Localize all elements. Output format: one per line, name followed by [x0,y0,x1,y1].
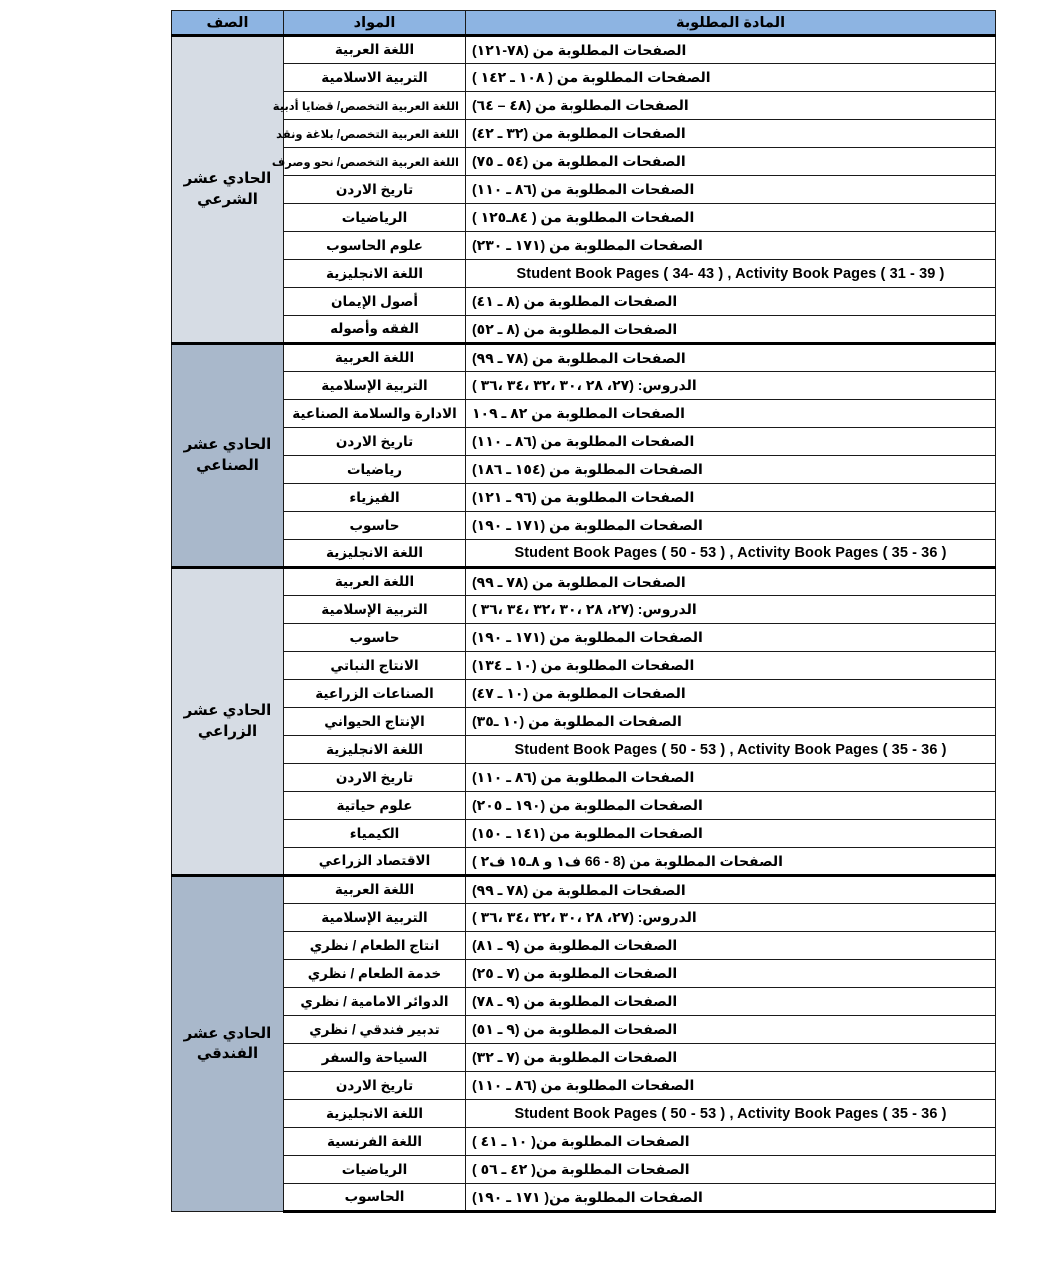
table-row [172,680,996,708]
schedule-table-container [172,10,996,1213]
subject-cell: اللغة العربية التخصص/ بلاغة ونقد [284,120,466,148]
column-header-subjects: المواد [284,11,466,36]
material-cell: الصفحات المطلوبة من( ٤٢ ـ ٥٦ ) [466,1156,996,1184]
material-cell: الصفحات المطلوبة من (٤٨ – ٦٤) [466,92,996,120]
header-row [172,11,996,36]
table-row [172,428,996,456]
subject-cell: اللغة الانجليزية [284,736,466,764]
table-row [172,624,996,652]
subject-cell: اللغة الانجليزية [284,260,466,288]
material-cell: الصفحات المطلوبة من (١٥٤ ـ ١٨٦) [466,456,996,484]
table-row [172,512,996,540]
table-row [172,568,996,596]
table-row [172,596,996,624]
subject-cell: علوم حياتية [284,792,466,820]
subject-cell: انتاج الطعام / نظري [284,932,466,960]
material-cell: الصفحات المطلوبة من ٨٢ ـ ١٠٩ [466,400,996,428]
table-row [172,988,996,1016]
table-row [172,316,996,344]
table-row [172,400,996,428]
table-row [172,1044,996,1072]
subject-cell: الرياضيات [284,204,466,232]
table-row [172,820,996,848]
class-group-cell: الحادي عشر الشرعي [172,36,284,344]
material-cell: الصفحات المطلوبة من (١٧١ ـ ٢٣٠) [466,232,996,260]
material-cell: الصفحات المطلوبة من (٨٦ ـ ١١٠) [466,176,996,204]
subject-cell: خدمة الطعام / نظري [284,960,466,988]
subject-cell: تاريخ الاردن [284,428,466,456]
material-cell: الدروس: (٢٧، ٢٨ ،٣٠ ،٣٢ ،٣٤ ،٣٦ ) [466,904,996,932]
table-row [172,92,996,120]
subject-cell: السياحة والسفر [284,1044,466,1072]
material-cell: الصفحات المطلوبة من (١٠ ـ ١٣٤) [466,652,996,680]
subject-cell: الانتاج النباتي [284,652,466,680]
table-row [172,848,996,876]
table-row [172,1072,996,1100]
subject-cell: رياضيات [284,456,466,484]
subject-cell: أصول الإيمان [284,288,466,316]
material-cell: الصفحات المطلوبة من (٧ ـ ٢٥) [466,960,996,988]
subject-cell: اللغة العربية [284,344,466,372]
material-cell: الدروس: (٢٧، ٢٨ ،٣٠ ،٣٢ ،٣٤ ،٣٦ ) [466,372,996,400]
class-group-cell: الحادي عشر الزراعي [172,568,284,876]
material-cell: الصفحات المطلوبة من (٩ ـ ٧٨) [466,988,996,1016]
table-row [172,932,996,960]
class-group-cell: الحادي عشر الصناعي [172,344,284,568]
material-cell: الصفحات المطلوبة من( ١٧١ ـ ١٩٠) [466,1184,996,1212]
subject-cell: الحاسوب [284,1184,466,1212]
subject-cell: حاسوب [284,624,466,652]
table-header [172,11,996,36]
material-cell: الصفحات المطلوبة من (١٩٠ ـ ٢٠٥) [466,792,996,820]
material-cell: الصفحات المطلوبة من (٨٦ ـ ١١٠) [466,1072,996,1100]
material-cell: الصفحات المطلوبة من ( ٨٤ـ١٢٥ ) [466,204,996,232]
material-cell: الصفحات المطلوبة من (٧٨ ـ ٩٩) [466,876,996,904]
subject-cell: اللغة الانجليزية [284,540,466,568]
table-row [172,540,996,568]
material-cell: الصفحات المطلوبة من (٩ ـ ٨١) [466,932,996,960]
subject-cell: اللغة العربية التخصص/ قضايا أدبية [284,92,466,120]
material-cell: الصفحات المطلوبة من (١٠ ـ ٤٧) [466,680,996,708]
subject-cell: اللغة العربية التخصص/ نحو وصرف [284,148,466,176]
table-row [172,120,996,148]
material-cell: الصفحات المطلوبة من (١٠ ـ٣٥) [466,708,996,736]
material-cell: الصفحات المطلوبة من (٥٤ ـ ٧٥) [466,148,996,176]
material-cell: الصفحات المطلوبة من (٩ ـ ٥١) [466,1016,996,1044]
material-cell: الصفحات المطلوبة من (٣٢ ـ ٤٢) [466,120,996,148]
subject-cell: الفيزياء [284,484,466,512]
subject-cell: الدوائر الامامية / نظري [284,988,466,1016]
table-row [172,876,996,904]
table-row [172,708,996,736]
material-cell: الصفحات المطلوبة من (٧ ـ ٣٢) [466,1044,996,1072]
table-row [172,960,996,988]
table-row [172,1128,996,1156]
material-cell: الصفحات المطلوبة من (١٧١ ـ ١٩٠) [466,624,996,652]
table-row [172,1156,996,1184]
material-cell: الصفحات المطلوبة من (٨٦ ـ ١١٠) [466,764,996,792]
subject-cell: تاريخ الاردن [284,176,466,204]
subject-cell: حاسوب [284,512,466,540]
subject-cell: الفقه وأصوله [284,316,466,344]
subject-cell: تدبير فندقي / نظري [284,1016,466,1044]
table-row [172,652,996,680]
table-row [172,1100,996,1128]
subject-cell: تاريخ الاردن [284,1072,466,1100]
table-row [172,36,996,64]
column-header-material: المادة المطلوبة [466,11,996,36]
table-row [172,148,996,176]
table-row [172,232,996,260]
schedule-table [171,10,996,1213]
table-row [172,260,996,288]
material-cell: Student Book Pages ( 34- 43 ) , Activity Book Pages ( 31 - 39 ) [466,260,996,288]
subject-cell: التربية الاسلامية [284,64,466,92]
subject-cell: التربية الإسلامية [284,904,466,932]
subject-cell: علوم الحاسوب [284,232,466,260]
material-cell: الصفحات المطلوبة من (٧٨ ـ ٩٩) [466,568,996,596]
material-cell: الصفحات المطلوبة من (١٧١ ـ ١٩٠) [466,512,996,540]
material-cell: الصفحات المطلوبة من ( ١٠٨ ـ ١٤٢ ) [466,64,996,92]
table-row [172,344,996,372]
material-cell: الصفحات المطلوبة من (٨٦ ـ ١١٠) [466,428,996,456]
subject-cell: الادارة والسلامة الصناعية [284,400,466,428]
table-row [172,372,996,400]
table-row [172,288,996,316]
material-cell: Student Book Pages ( 50 - 53 ) , Activity Book Pages ( 35 - 36 ) [466,1100,996,1128]
table-row [172,456,996,484]
table-row [172,904,996,932]
table-row [172,64,996,92]
material-cell: Student Book Pages ( 50 - 53 ) , Activity Book Pages ( 35 - 36 ) [466,540,996,568]
material-cell: الصفحات المطلوبة من (٧٨ ـ ٩٩) [466,344,996,372]
table-row [172,176,996,204]
subject-cell: التربية الإسلامية [284,596,466,624]
material-cell: الدروس: (٢٧، ٢٨ ،٣٠ ،٣٢ ،٣٤ ،٣٦ ) [466,596,996,624]
material-cell: الصفحات المطلوبة من (٧٨-١٢١) [466,36,996,64]
subject-cell: اللغة العربية [284,36,466,64]
material-cell: الصفحات المطلوبة من (٩٦ ـ ١٢١) [466,484,996,512]
material-cell: الصفحات المطلوبة من (٨ ـ ٥٢) [466,316,996,344]
material-cell: الصفحات المطلوبة من (١٤١ ـ ١٥٠) [466,820,996,848]
material-cell: Student Book Pages ( 50 - 53 ) , Activity Book Pages ( 35 - 36 ) [466,736,996,764]
table-body [172,36,996,1212]
table-row [172,1184,996,1212]
subject-cell: التربية الإسلامية [284,372,466,400]
table-row [172,792,996,820]
subject-cell: اللغة العربية [284,568,466,596]
table-row [172,1016,996,1044]
table-row [172,484,996,512]
subject-cell: تاريخ الاردن [284,764,466,792]
subject-cell: الرياضيات [284,1156,466,1184]
subject-cell: الصناعات الزراعية [284,680,466,708]
subject-cell: اللغة الانجليزية [284,1100,466,1128]
material-cell: الصفحات المطلوبة من (٨ ـ ٤١) [466,288,996,316]
subject-cell: الكيمياء [284,820,466,848]
material-cell: الصفحات المطلوبة من (8 - 66 ف١ و ٨ـ١٥ ف٢ ) [466,848,996,876]
class-group-cell: الحادي عشر الفندقي [172,876,284,1212]
material-cell: الصفحات المطلوبة من( ١٠ ـ ٤١ ) [466,1128,996,1156]
column-header-class: الصف [172,11,284,36]
subject-cell: الاقتصاد الزراعي [284,848,466,876]
subject-cell: الإنتاج الحيواني [284,708,466,736]
table-row [172,204,996,232]
subject-cell: اللغة العربية [284,876,466,904]
table-row [172,736,996,764]
subject-cell: اللغة الفرنسية [284,1128,466,1156]
table-row [172,764,996,792]
